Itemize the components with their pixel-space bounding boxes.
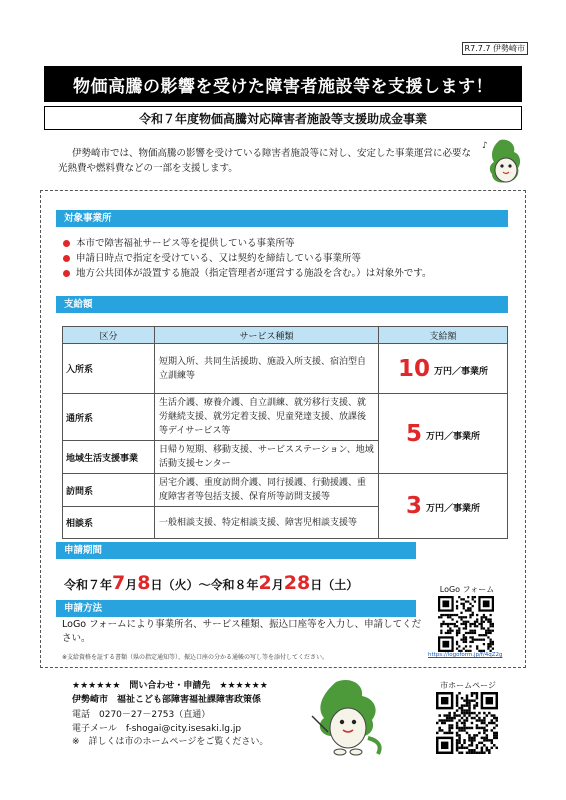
row-category: 入所系 xyxy=(63,344,155,394)
qr-code-homepage-icon[interactable] xyxy=(436,692,498,754)
method-text: LoGo フォームにより事業所名、サービス種類、振込口座等を入力し、申請してください。 xyxy=(62,619,422,644)
header-service: サービス種類 xyxy=(155,327,379,344)
section-method-heading: 申請方法 xyxy=(56,600,416,617)
period-number: 7 xyxy=(112,572,126,594)
target-list-item: 申請日時点で指定を受けている、又は契約を締結している事業所等 xyxy=(62,251,502,266)
table-row xyxy=(63,394,508,441)
qr-code-logo-form-icon[interactable] xyxy=(438,596,494,652)
contact-department: 伊勢崎市 福祉こども部障害福祉課障害政策係 xyxy=(72,694,262,705)
row-category: 地域生活支援事業 xyxy=(63,441,155,474)
page-subtitle: 令和７年度物価高騰対応障害者施設等支援助成金事業 xyxy=(44,106,522,130)
contact-phone: 電話 0270－27－2753（直通） xyxy=(72,710,211,720)
header-amount: 支給額 xyxy=(379,327,508,344)
table-row xyxy=(63,474,508,507)
amount-value: 3 xyxy=(405,493,422,519)
period-text: 令和７年 xyxy=(64,578,113,592)
period-number: 8 xyxy=(137,572,151,594)
method-note: ※支給資格を証する書類（県の指定通知等）、振込口座の分かる通帳の写し等を添付してください。 xyxy=(62,654,329,661)
page-title: 物価高騰の影響を受けた障害者施設等を支援します！ xyxy=(44,66,522,102)
mascot-icon xyxy=(478,136,528,186)
section-target-heading: 対象事業所 xyxy=(56,210,508,227)
period-text: 月 xyxy=(125,578,138,592)
period-text: 日（土） xyxy=(310,578,359,592)
amount-value: 5 xyxy=(405,420,422,447)
section-amount-heading: 支給額 xyxy=(56,296,508,313)
period-number: 2 xyxy=(258,572,272,594)
table-header-row xyxy=(63,327,508,344)
logo-form-link[interactable]: https://logoform.jp/f/4qZ2g xyxy=(428,652,503,658)
homepage-label: 市ホームページ xyxy=(440,681,496,690)
amount-table xyxy=(62,326,508,539)
period-number: 28 xyxy=(283,572,311,594)
contact-block xyxy=(72,680,302,750)
table-row xyxy=(63,344,508,394)
period-text: 日（火）～令和８年 xyxy=(150,578,259,592)
logo-form-label: LoGo フォーム xyxy=(439,585,495,594)
contact-heading: ★★★★★★ 問い合わせ・申請先 ★★★★★★ xyxy=(72,681,268,691)
intro-text: 伊勢崎市では、物価高騰の影響を受けている障害者施設等に対し、安定した事業運営に必要な光熱費や燃料費などの一部を支援します。 xyxy=(58,148,472,174)
header-category: 区分 xyxy=(63,327,155,344)
svg-text:♪: ♪ xyxy=(482,141,488,151)
row-category: 訪問系 xyxy=(63,474,155,507)
row-services: 生活介護、療養介護、自立訓練、就労移行支援、就労継続支援、就労定着支援、児童発達支援、放課後等デイサービス等 xyxy=(155,394,379,441)
contact-email[interactable]: 電子メール f-shogai@city.isesaki.lg.jp xyxy=(72,723,242,734)
amount-cell xyxy=(379,474,508,539)
mascot-icon xyxy=(306,676,390,762)
date-tag: R7.7.7 伊勢崎市 xyxy=(462,42,528,55)
row-services: 一般相談支援、特定相談支援、障害児相談支援等 xyxy=(155,507,379,539)
row-services: 居宅介護、重度訪問介護、同行援護、行動援護、重度障害者等包括支援、保育所等訪問支援等 xyxy=(155,474,379,507)
amount-unit: 万円／事業所 xyxy=(426,431,481,442)
row-services: 短期入所、共同生活援助、施設入所支援、宿泊型自立訓練等 xyxy=(155,344,379,394)
row-category: 相談系 xyxy=(63,507,155,539)
row-category: 通所系 xyxy=(63,394,155,441)
amount-cell xyxy=(379,394,508,474)
amount-unit: 万円／事業所 xyxy=(426,504,481,514)
section-period-heading: 申請期間 xyxy=(56,542,416,559)
amount-cell xyxy=(379,344,508,394)
row-services: 日帰り短期、移動支援、サービスステーション、地域活動支援センター xyxy=(155,441,379,474)
target-list xyxy=(62,236,502,281)
target-list-item: 本市で障害福祉サービス等を提供している事業所等 xyxy=(62,236,502,251)
period-text: 月 xyxy=(271,578,284,592)
contact-note: ※ 詳しくは市のホームページをご覧ください。 xyxy=(72,737,269,747)
amount-value: 10 xyxy=(397,355,430,382)
target-list-item: 地方公共団体が設置する施設（指定管理者が運営する施設を含む。）は対象外です。 xyxy=(62,266,502,281)
amount-unit: 万円／事業所 xyxy=(434,366,489,377)
application-period xyxy=(64,572,358,594)
